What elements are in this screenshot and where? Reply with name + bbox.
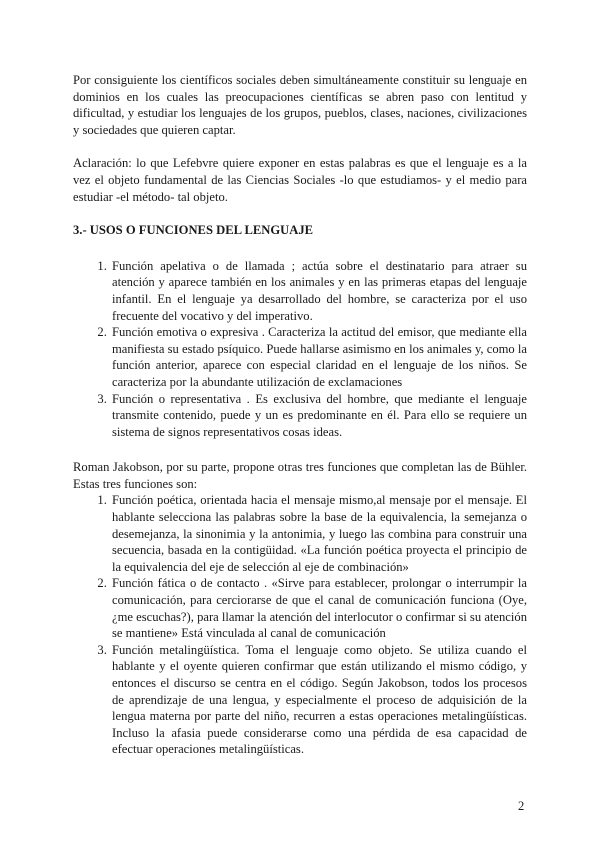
- list-item: 1. Función apelativa o de llamada ; actúa sobre el destinatario para atraer su atención y aparece también en los animales y en las primeras etapas del lenguaje infantil. En el lenguaje ya desarrollado del hombre, se caracteriza por el uso frecuente del vocativo y del imperativo.: [110, 258, 527, 324]
- paragraph-clarification: Aclaración: lo que Lefebvre quiere exponer en estas palabras es que el lenguaje es a la vez el objeto fundamental de las Ciencias Sociales -lo que estudiamos- y el medio para estudiar -el método- tal objeto.: [73, 156, 527, 204]
- list-item: 1. Función poética, orientada hacia el mensaje mismo,al mensaje por el mensaje. El hablante selecciona las palabras sobre la base de la equivalencia, la semejanza o desemejanza, la sinonimia y la antonimia, y luego las combina para construir una secuencia, basada en la contigüidad. «La función poética proyecta el principio de la equivalencia del eje de selección al eje de combinación»: [110, 492, 527, 575]
- jakobson-functions-list: [73, 492, 527, 758]
- paragraph-social-scientists: Por consiguiente los científicos sociales deben simultáneamente constituir su lenguaje en dominios en los cuales las preocupaciones científicas se abren paso con lentitud y dificultad, y estudiar los lenguajes de los grupos, pueblos, clases, naciones, civilizaciones y sociedades que quieren captar.: [73, 73, 527, 137]
- buhler-functions-list: [73, 258, 527, 441]
- list-item: 2. Función fática o de contacto . «Sirve para establecer, prolongar o interrumpir la comunicación, para cerciorarse de que el canal de comunicación funciona (Oye, ¿me escuchas?), para llamar la atención del interlocutor o confirmar si su atención se mantiene» Está vinculada al canal de comunicación: [110, 575, 527, 641]
- document-page: [73, 72, 527, 758]
- list-item: 2. Función emotiva o expresiva . Caracteriza la actitud del emisor, que mediante ella manifiesta su estado psíquico. Puede hallarse asimismo en los animales y, como la función anterior, aparece con especial claridad en el lenguaje de los niños. Se caracteriza por la abundante utilización de exclamaciones: [110, 324, 527, 390]
- paragraph-jakobson-intro: Roman Jakobson, por su parte, propone otras tres funciones que completan las de Bühler. Estas tres funciones son:: [73, 460, 527, 491]
- page-number: 2: [518, 799, 525, 813]
- list-item: 3. Función o representativa . Es exclusiva del hombre, que mediante el lenguaje transmite contenido, puede y un es predominante en él. Para ello se requiere un sistema de signos representativos cosas ideas.: [110, 391, 527, 441]
- list-item: 3. Función metalingüística. Toma el lenguaje como objeto. Se utiliza cuando el hablante y el oyente quieren confirmar que están utilizando el mismo código, y entonces el discurso se centra en el código. Según Jakobson, todos los procesos de aprendizaje de una lengua, y especialmente el proceso de adquisición de la lengua materna por parte del niño, recurren a estas operaciones metalingüísticas. Incluso la afasia puede considerarse como una pérdida de esa capacidad de efectuar operaciones metalingüísticas.: [110, 642, 527, 758]
- section-heading: 3.- USOS O FUNCIONES DEL LENGUAJE: [73, 223, 314, 238]
